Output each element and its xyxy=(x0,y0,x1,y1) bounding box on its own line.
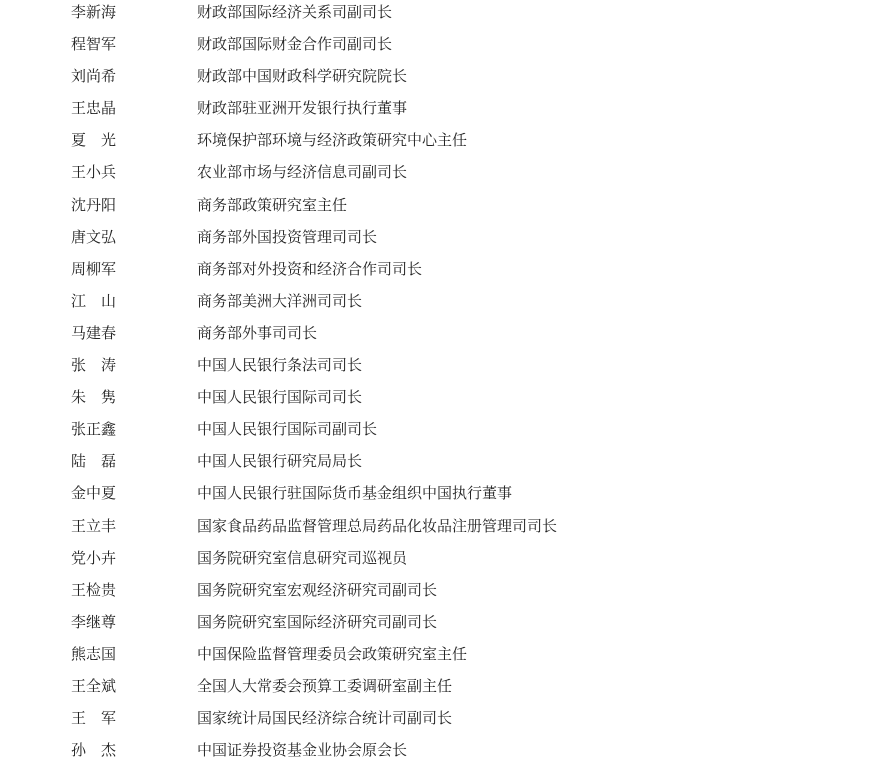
person-name: 程智军 xyxy=(71,35,117,54)
list-item xyxy=(0,92,878,124)
list-item xyxy=(0,574,878,606)
list-item xyxy=(0,221,878,253)
person-name: 王忠晶 xyxy=(71,99,117,118)
person-name: 李新海 xyxy=(71,3,117,21)
person-name: 夏 光 xyxy=(71,131,117,150)
person-name: 熊志国 xyxy=(71,644,117,663)
person-name: 周柳军 xyxy=(71,259,117,278)
list-item xyxy=(0,253,878,285)
person-name: 王全斌 xyxy=(71,676,117,695)
person-name: 党小卉 xyxy=(71,548,117,567)
person-title: 中国人民银行条法司司长 xyxy=(197,356,363,375)
person-title: 国务院研究室国际经济研究司副司长 xyxy=(197,612,438,631)
list-item xyxy=(0,349,878,381)
person-name: 陆 磊 xyxy=(71,452,117,471)
list-item xyxy=(0,702,878,734)
list-item xyxy=(0,413,878,445)
list-item xyxy=(0,670,878,702)
list-item xyxy=(0,381,878,413)
person-name: 沈丹阳 xyxy=(71,195,117,214)
person-name: 江 山 xyxy=(71,291,117,310)
list-item xyxy=(0,0,878,28)
person-name: 马建春 xyxy=(71,323,117,342)
person-name: 唐文弘 xyxy=(71,227,117,246)
person-title: 环境保护部环境与经济政策研究中心主任 xyxy=(197,131,468,150)
person-title: 中国人民银行研究局局长 xyxy=(197,452,363,471)
person-title: 商务部对外投资和经济合作司司长 xyxy=(197,259,423,278)
person-name: 张正鑫 xyxy=(71,420,117,439)
list-item xyxy=(0,510,878,542)
person-name: 王立丰 xyxy=(71,516,117,535)
person-name: 金中夏 xyxy=(71,484,117,503)
person-name: 孙 杰 xyxy=(71,741,117,760)
list-item xyxy=(0,28,878,60)
person-title: 国家统计局国民经济综合统计司副司长 xyxy=(197,709,453,728)
person-title: 农业部市场与经济信息司副司长 xyxy=(197,163,408,182)
person-title: 财政部国际经济关系司副司长 xyxy=(197,3,393,21)
person-title: 财政部中国财政科学研究院院长 xyxy=(197,67,408,86)
person-name: 刘尚希 xyxy=(71,67,117,86)
list-item xyxy=(0,60,878,92)
list-item xyxy=(0,638,878,670)
person-title: 商务部外国投资管理司司长 xyxy=(197,227,378,246)
person-name: 张 涛 xyxy=(71,356,117,375)
person-title: 国务院研究室信息研究司巡视员 xyxy=(197,548,408,567)
person-title: 财政部驻亚洲开发银行执行董事 xyxy=(197,99,408,118)
person-title: 中国保险监督管理委员会政策研究室主任 xyxy=(197,644,468,663)
person-title: 中国证券投资基金业协会原会长 xyxy=(197,741,408,760)
person-title: 中国人民银行国际司副司长 xyxy=(197,420,378,439)
person-title: 财政部国际财金合作司副司长 xyxy=(197,35,393,54)
list-item xyxy=(0,124,878,156)
person-title: 国务院研究室宏观经济研究司副司长 xyxy=(197,580,438,599)
list-item xyxy=(0,542,878,574)
person-name: 王检贵 xyxy=(71,580,117,599)
list-item xyxy=(0,734,878,766)
list-item xyxy=(0,606,878,638)
person-name: 李继尊 xyxy=(71,612,117,631)
list-item xyxy=(0,477,878,509)
list-item xyxy=(0,285,878,317)
person-title: 全国人大常委会预算工委调研室副主任 xyxy=(197,676,453,695)
list-item xyxy=(0,445,878,477)
person-title: 商务部外事司司长 xyxy=(197,323,318,342)
list-item xyxy=(0,156,878,188)
person-title: 中国人民银行驻国际货币基金组织中国执行董事 xyxy=(197,484,513,503)
person-title: 中国人民银行国际司司长 xyxy=(197,388,363,407)
list-item xyxy=(0,189,878,221)
person-name: 朱 隽 xyxy=(71,388,117,407)
person-name: 王 军 xyxy=(71,709,117,728)
person-title: 商务部政策研究室主任 xyxy=(197,195,348,214)
list-item xyxy=(0,317,878,349)
person-title: 国家食品药品监督管理总局药品化妆品注册管理司司长 xyxy=(197,516,558,535)
person-title: 商务部美洲大洋洲司司长 xyxy=(197,291,363,310)
person-name: 王小兵 xyxy=(71,163,117,182)
